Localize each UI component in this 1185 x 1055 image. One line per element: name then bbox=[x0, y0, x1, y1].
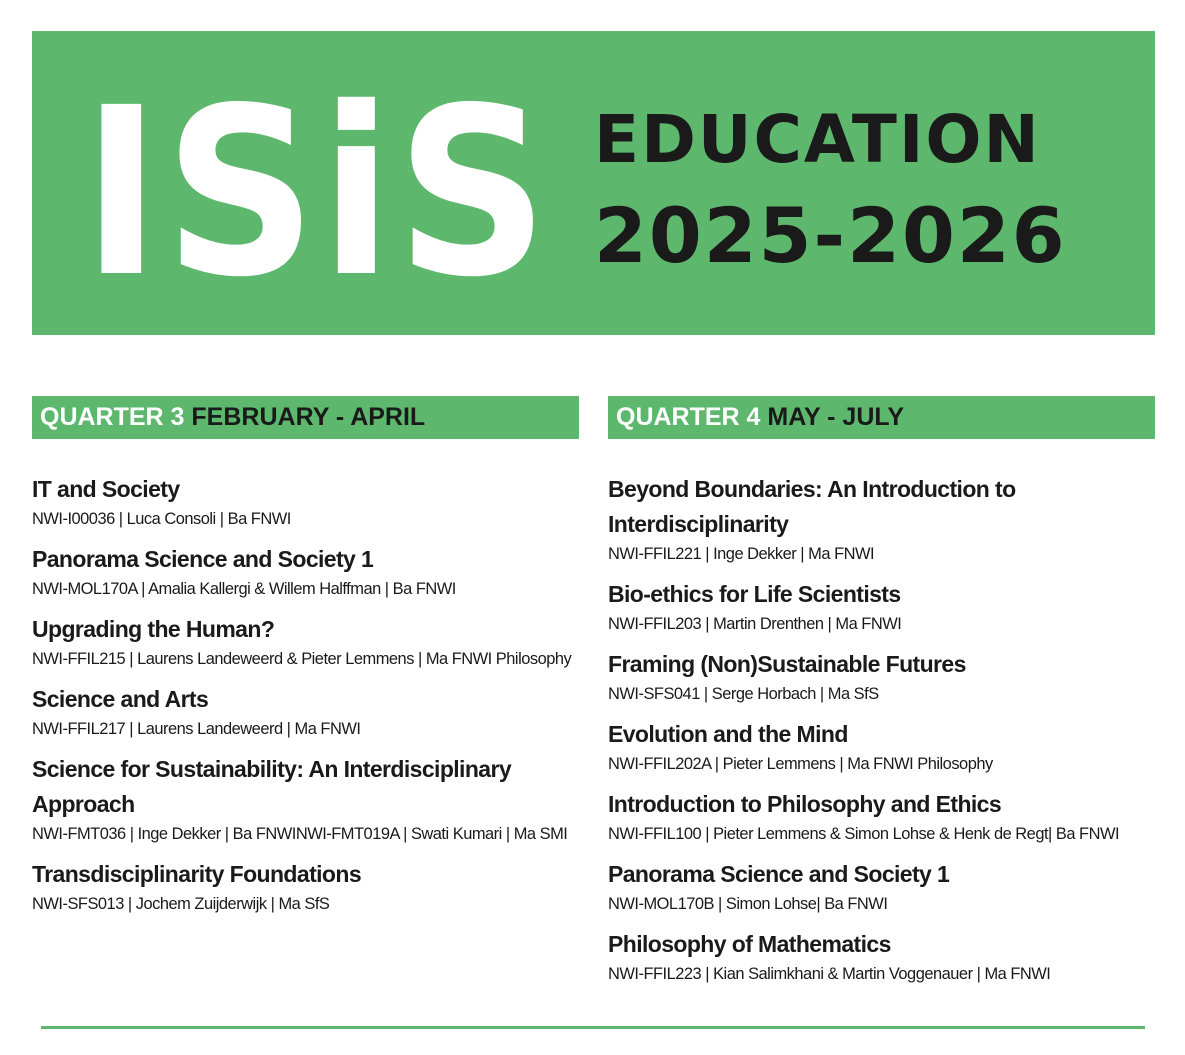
course-item bbox=[32, 682, 579, 742]
academic-year: 2025-2026 bbox=[594, 191, 1067, 280]
course-meta: NWI-SFS013 | Jochem Zuijderwijk | Ma SfS bbox=[32, 895, 330, 913]
course-item bbox=[32, 472, 579, 532]
course-item bbox=[608, 647, 1155, 707]
course-title: Transdisciplinarity Foundations bbox=[32, 861, 362, 887]
course-meta: NWI-I00036 | Luca Consoli | Ba FNWI bbox=[32, 510, 291, 528]
course-title: IT and Society bbox=[32, 476, 180, 502]
quarter-4-label: QUARTER 4 bbox=[616, 403, 768, 431]
course-meta: NWI-FMT036 | Inge Dekker | Ba FNWINWI-FMT019A | Swati Kumari | Ma SMI bbox=[32, 825, 568, 843]
course-title: Framing (Non)Sustainable Futures bbox=[608, 651, 966, 677]
course-title: Panorama Science and Society 1 bbox=[608, 861, 950, 887]
course-item bbox=[32, 612, 579, 672]
isis-logo: ISiS bbox=[82, 58, 553, 328]
quarter-4-course-list bbox=[608, 472, 1155, 987]
course-item bbox=[32, 542, 579, 602]
course-meta: NWI-MOL170A | Amalia Kallergi & Willem Halffman | Ba FNWI bbox=[32, 580, 456, 598]
course-title: Introduction to Philosophy and Ethics bbox=[608, 791, 1002, 817]
course-meta: NWI-FFIL221 | Inge Dekker | Ma FNWI bbox=[608, 545, 875, 563]
quarter-3-months: FEBRUARY - APRIL bbox=[191, 403, 426, 431]
course-title: Philosophy of Mathematics bbox=[608, 931, 891, 957]
course-title: Panorama Science and Society 1 bbox=[32, 546, 374, 572]
header-banner bbox=[32, 31, 1155, 335]
course-meta: NWI-FFIL217 | Laurens Landeweerd | Ma FNWI bbox=[32, 720, 361, 738]
quarter-3-course-list bbox=[32, 472, 579, 917]
quarter-3-column bbox=[32, 396, 579, 927]
course-meta: NWI-FFIL203 | Martin Drenthen | Ma FNWI bbox=[608, 615, 902, 633]
quarter-4-column bbox=[608, 396, 1155, 997]
course-item bbox=[608, 927, 1155, 987]
course-meta: NWI-MOL170B | Simon Lohse| Ba FNWI bbox=[608, 895, 888, 913]
course-title: Evolution and the Mind bbox=[608, 721, 848, 747]
education-title: EDUCATION bbox=[594, 101, 1041, 178]
course-item bbox=[608, 717, 1155, 777]
course-item bbox=[608, 472, 1155, 567]
course-meta: NWI-FFIL215 | Laurens Landeweerd & Pieter Lemmens | Ma FNWI Philosophy bbox=[32, 650, 572, 668]
course-title: Beyond Boundaries: An Introduction to Interdisciplinarity bbox=[608, 476, 1016, 537]
course-item bbox=[608, 577, 1155, 637]
course-title: Bio-ethics for Life Scientists bbox=[608, 581, 901, 607]
quarter-4-months: MAY - JULY bbox=[767, 403, 905, 431]
course-meta: NWI-SFS041 | Serge Horbach | Ma SfS bbox=[608, 685, 879, 703]
course-item bbox=[608, 787, 1155, 847]
course-item bbox=[32, 857, 579, 917]
footer-divider bbox=[41, 1026, 1145, 1029]
quarter-3-header bbox=[32, 396, 579, 439]
quarter-4-header bbox=[608, 396, 1155, 439]
course-title: Science and Arts bbox=[32, 686, 209, 712]
course-item bbox=[32, 752, 579, 847]
course-title: Science for Sustainability: An Interdisciplinary Approach bbox=[32, 756, 512, 817]
course-meta: NWI-FFIL202A | Pieter Lemmens | Ma FNWI Philosophy bbox=[608, 755, 993, 773]
course-meta: NWI-FFIL100 | Pieter Lemmens & Simon Lohse & Henk de Regt| Ba FNWI bbox=[608, 825, 1120, 843]
quarter-3-label: QUARTER 3 bbox=[40, 403, 192, 431]
course-title: Upgrading the Human? bbox=[32, 616, 275, 642]
course-meta: NWI-FFIL223 | Kian Salimkhani & Martin Voggenauer | Ma FNWI bbox=[608, 965, 1051, 983]
course-item bbox=[608, 857, 1155, 917]
